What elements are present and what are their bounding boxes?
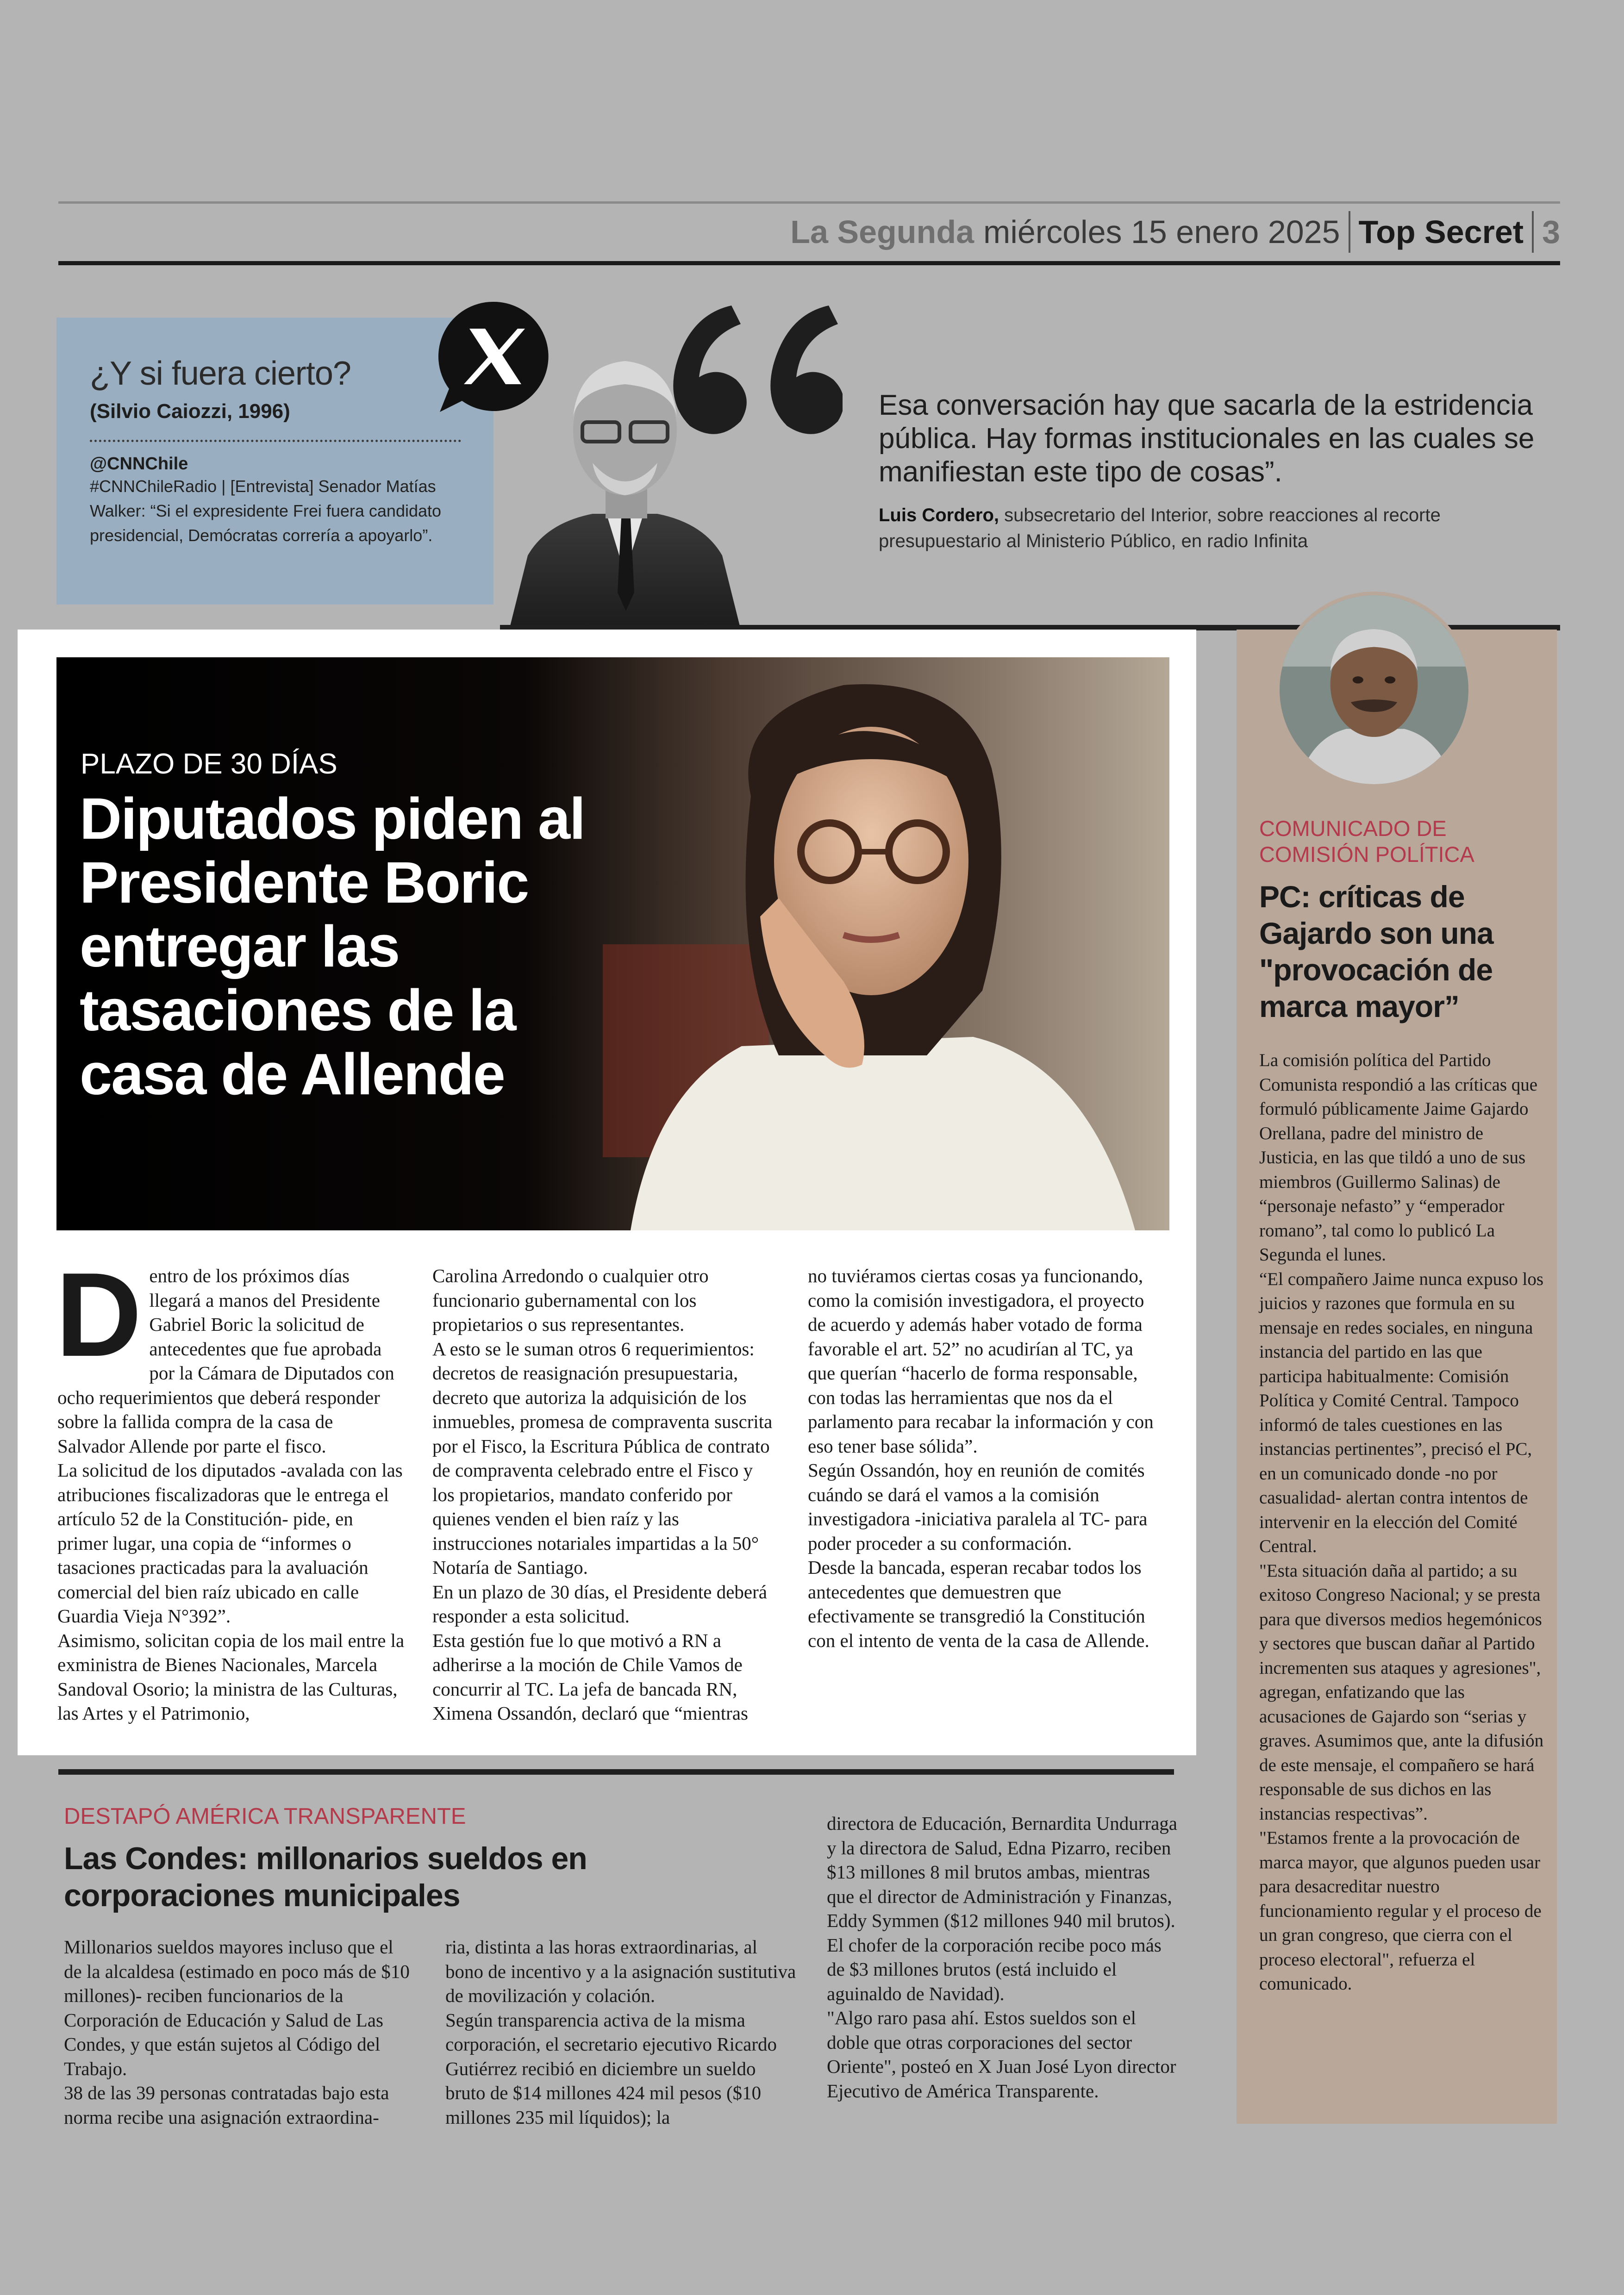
second-story-rule	[58, 1769, 1174, 1775]
main-story-paragraph: Esta gestión fue lo que motivó a RN a adherirse a la moción de Chile Vamos de concurrir al TC. La jefa de bancada RN, Ximena Ossandón, declaró que “mientras	[432, 1629, 748, 1724]
header-top-rule	[58, 201, 1560, 204]
second-story-paragraph: Según transparencia activa de la misma corporación, el secretario ejecutivo Ricardo Gutiérrez recibió en diciembre un sueldo bruto de $14 millones 424 mil pesos ($10 millones 235 mil líquidos); la	[445, 2009, 777, 2128]
sidebar-paragraph: “El compañero Jaime nunca expuso los juicios y razones que formula en su mensaje en redes sociales, en ninguna instancia del partido en las que participa habitualmente: Comisión Política y Comité Central. Tampoco informó de tales cuestiones en las instancias pertinentes”, precisó el PC, en un comunicado donde -no por casualidad- alertan contra intentos de intervenir en la elección del Comité Central.	[1259, 1269, 1544, 1556]
page-number: 3	[1542, 214, 1560, 250]
quote-speaker: Luis Cordero,	[879, 505, 999, 525]
second-story-kicker: DESTAPÓ AMÉRICA TRANSPARENTE	[64, 1804, 466, 1829]
main-story-column-1	[56, 1247, 405, 1726]
main-story-paragraph: Asimismo, solicitan copia de los mail entre la exministra de Bienes Nacionales, Marcela Sandoval Osorio; la ministra de las Culturas, las Artes y el Patrimonio,	[57, 1629, 405, 1724]
sidebar-paragraph: La comisión política del Partido Comunista respondió a las críticas que formuló públicamente Jaime Gajardo Orellana, padre del ministro de Justicia, en las que tildó a uno de sus miembros (Guillermo Salinas) de “personaje nefasto” y “emperador romano”, tal como lo publicó La Segunda el lunes.	[1259, 1050, 1538, 1265]
second-story-column-1	[64, 1935, 416, 2129]
tweet-text: #CNNChileRadio | [Entrevista] Senador Matías Walker: “Si el expresidente Frei fuera candidato presidencial, Demócratas correría a apoyarlo”.	[90, 477, 442, 545]
main-story-kicker: PLAZO DE 30 DÍAS	[81, 748, 337, 780]
dropcap: D	[56, 1247, 142, 1381]
quote-attribution	[879, 502, 1536, 554]
second-story-paragraph: Millonarios sueldos mayores incluso que el de la alcaldesa (estimado en poco más de $10 millones)- reciben funcionarios de la Corporación de Educación y Salud de Las Condes, y que están sujetos al Código del Trabajo.	[64, 1936, 410, 2079]
masthead-divider	[1532, 211, 1534, 253]
jaime-gajardo-photo	[1276, 592, 1472, 788]
second-story-paragraph: 38 de las 39 personas contratadas bajo esta norma recibe una asignación extraordina-	[64, 2082, 389, 2128]
tweet-box	[56, 318, 493, 605]
sidebar-headline: PC: críticas de Gajardo son una "provocación de marca mayor”	[1259, 879, 1493, 1023]
masthead-divider	[1349, 211, 1350, 253]
quote-speaker-role: subsecretario del Interior, sobre reacciones al recorte presupuestario al Ministerio Público, en radio Infinita	[879, 505, 1441, 551]
main-story-paragraph: Carolina Arredondo o cualquier otro funcionario gubernamental con los propietarios o sus representantes.	[432, 1265, 709, 1335]
second-story-paragraph: "Algo raro pasa ahí. Estos sueldos son el doble que otras corporaciones del sector Oriente", posteó en X Juan José Lyon director Ejecutivo de América Transparente.	[827, 2007, 1176, 2102]
main-story-headline: Diputados piden al Presidente Boric entregar las tasaciones de la casa de Allende	[80, 786, 585, 1107]
tweet-handle: @CNNChile	[90, 454, 188, 474]
dotted-divider	[90, 440, 461, 442]
main-story-column-2	[432, 1264, 780, 1726]
main-story-paragraph: La solicitud de los diputados -avalada con las atribuciones fiscalizadoras que le entrega el artículo 52 de la Constitución- pide, en primer lugar, una copia de “informes o tasaciones practicadas para la avaluación comercial del bien raíz ubicado en calle Guardia Vieja N°392”.	[57, 1459, 403, 1627]
issue-date: miércoles 15 enero 2025	[983, 214, 1340, 250]
sidebar-kicker: COMUNICADO DE COMISIÓN POLÍTICA	[1259, 816, 1474, 867]
masthead	[790, 206, 1560, 257]
second-story-column-3	[827, 1811, 1179, 2103]
section-name: Top Secret	[1358, 214, 1524, 250]
second-story-column-2	[445, 1935, 797, 2129]
main-story-column-3	[808, 1264, 1155, 1653]
header-bottom-rule	[58, 261, 1560, 265]
tweet-box-source: (Silvio Caiozzi, 1996)	[90, 400, 290, 423]
second-story-headline: Las Condes: millonarios sueldos en corporaciones municipales	[64, 1841, 587, 1913]
newspaper-name: La Segunda	[790, 214, 974, 250]
main-story-paragraph: Según Ossandón, hoy en reunión de comités cuándo se dará el vamos a la comisión investigadora -iniciativa paralela al TC- para poder proceder a su conformación.	[808, 1459, 1148, 1554]
quote-marks-icon	[662, 296, 843, 444]
second-story-paragraph: directora de Educación, Bernardita Undurraga y la directora de Salud, Edna Pizarro, reciben $13 millones 8 mil brutos ambas, mientras que el director de Administración y Finanzas, Eddy Symmen ($12 millones 940 mil brutos). El chofer de la corporación recibe poco más de $3 millones brutos (está incluido el aguinaldo de Navidad).	[827, 1813, 1177, 2004]
quote-text: Esa conversación hay que sacarla de la estridencia pública. Hay formas institucionales en las cuales se manifiestan este tipo de cosas”.	[879, 389, 1535, 488]
main-story-paragraph: Desde la bancada, esperan recabar todos los antecedentes que demuestren que efectivamente se transgredió la Constitución con el intento de venta de la casa de Allende.	[808, 1557, 1149, 1651]
main-story-paragraph: entro de los próximos días llegará a manos del Presidente Gabriel Boric la solicitud de antecedentes que fue aprobada por la Cámara de Diputados con ocho requerimientos que deberá responder sobre la fallida compra de la casa de Salvador Allende por parte el fisco.	[57, 1265, 394, 1457]
main-story-paragraph: En un plazo de 30 días, el Presidente deberá responder a esta solicitud.	[432, 1581, 767, 1627]
sidebar-paragraph: "Esta situación daña al partido; a su exitoso Congreso Nacional; y se presta para que diversos medios hegemónicos y sectores que buscan dañar al Partido incrementen sus ataques y agresiones", agregan, enfatizando que las acusaciones de Gajardo son “serias y graves. Asumimos que, ante la difusión de este mensaje, el compañero se hará responsable de sus dichos en las instancias respectivas”.	[1259, 1560, 1544, 1824]
sidebar-body	[1259, 1048, 1546, 1996]
sidebar-paragraph: "Estamos frente a la provocación de marca mayor, que algunos pueden usar para desacreditar nuestro funcionamiento regular y el proceso de un gran congreso, que cierra con el proceso electoral", refuerza el comunicado.	[1259, 1828, 1542, 1994]
tweet-box-question: ¿Y si fuera cierto?	[90, 355, 351, 392]
main-story-paragraph: no tuviéramos ciertas cosas ya funcionando, como la comisión investigadora, el proyecto de acuerdo y además haber votado de forma favorable el art. 52” no acudirían al TC, ya que querían “hacerlo de forma responsable, con todas las herramientas que nos da el parlamento para recabar la información y con eso tener base sólida”.	[808, 1265, 1154, 1457]
main-story-paragraph: A esto se le suman otros 6 requerimientos: decretos de reasignación presupuestaria, decreto que autoriza la adquisición de los inmuebles, promesa de compraventa suscrita por el Fisco, la Escritura Pública de contrato de compraventa celebrado entre el Fisco y los propietarios, mandato conferido por quienes venden el bien raíz y las instrucciones notariales impartidas a la 50° Notaría de Santiago.	[432, 1338, 773, 1578]
second-story-paragraph: ria, distinta a las horas extraordinarias, al bono de incentivo y a la asignación sustitutiva de movilización y colación.	[445, 1936, 796, 2006]
